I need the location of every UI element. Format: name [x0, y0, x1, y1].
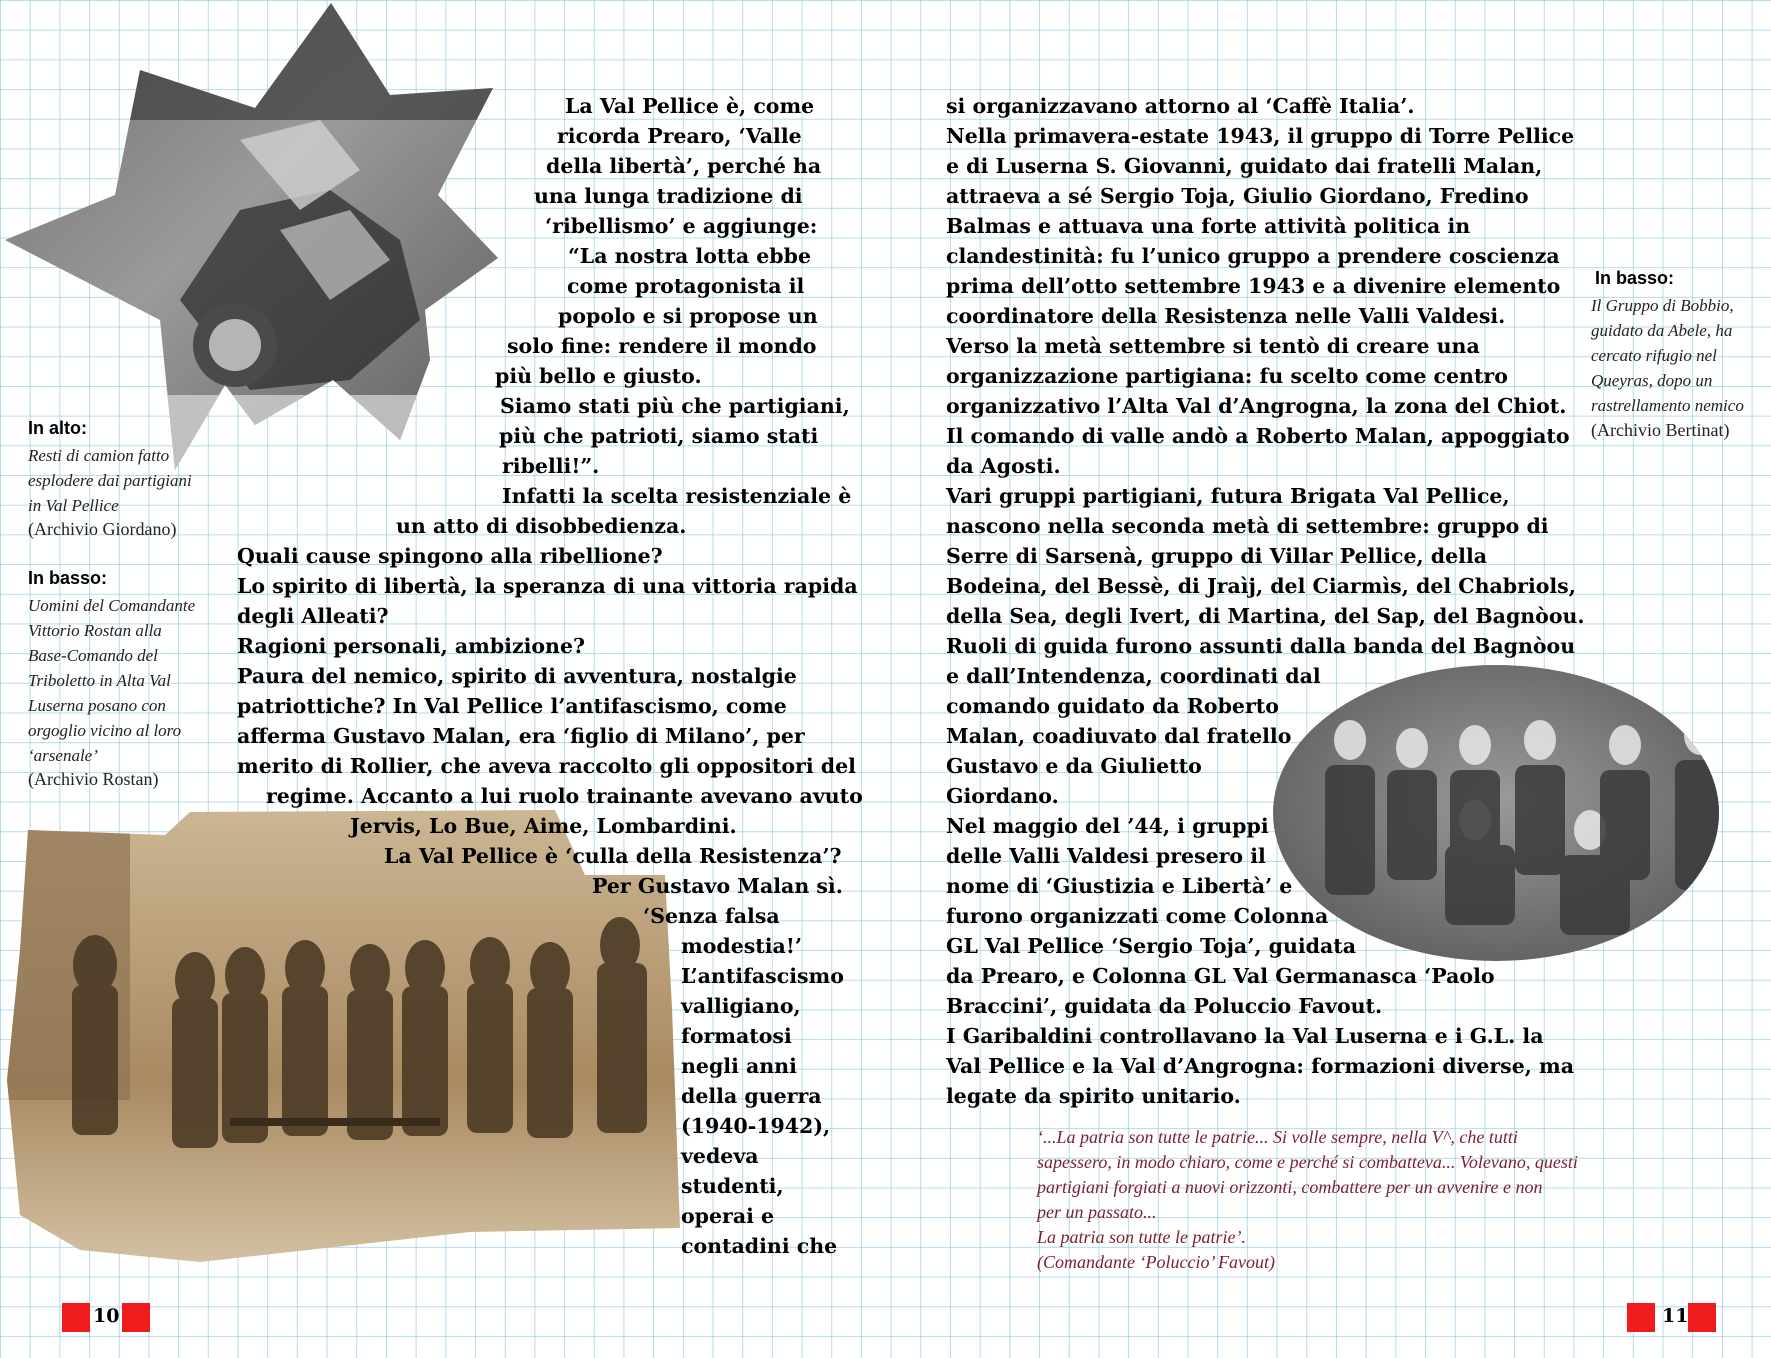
right-body-line: comando guidato da Roberto [946, 694, 1279, 718]
caption-bottom-line: Base-Comando del [28, 646, 158, 665]
right-body-line: coordinatore della Resistenza nelle Valli Valdesi. [946, 304, 1506, 328]
caption-bottom-line: Uomini del Comandante [28, 596, 196, 615]
caption-right-line: Il Gruppo di Bobbio, [1591, 296, 1734, 315]
caption-bottom-line: Triboletto in Alta Val [28, 671, 171, 690]
intro-line: “La nostra lotta ebbe [568, 244, 812, 268]
intro-line: ‘ribellismo’ e aggiunge: [545, 214, 818, 238]
intro-line: più bello e giusto. [495, 364, 702, 388]
right-body-line: legate da spirito unitario. [946, 1084, 1241, 1108]
body-line: Quali cause spingono alla ribellione? [237, 544, 663, 568]
right-body-line: si organizzavano attorno al ‘Caffè Italia’. [946, 94, 1415, 118]
body-line: Jervis, Lo Bue, Aime, Lombardini. [350, 814, 737, 838]
right-body-line: organizzazione partigiana: fu scelto come centro [946, 364, 1508, 388]
intro-line: una lunga tradizione di [534, 184, 803, 208]
right-body-line: Balmas e attuava una forte attività politica in [946, 214, 1471, 238]
caption-bottom-line: Vittorio Rostan alla [28, 621, 162, 640]
right-body-line: Verso la metà settembre si tentò di creare una [946, 334, 1480, 358]
intro-line: La Val Pellice è, come [565, 94, 815, 118]
right-body-line: e dall’Intendenza, coordinati dal [946, 664, 1321, 688]
right-body-line: e di Luserna S. Giovanni, guidato dai fratelli Malan, [946, 154, 1543, 178]
right-body-line: attraeva a sé Sergio Toja, Giulio Giordano, Fredino [946, 184, 1529, 208]
right-body-line: da Prearo, e Colonna GL Val Germanasca ‘Paolo [946, 964, 1495, 988]
right-body-line: I Garibaldini controllavano la Val Luserna e i G.L. la [946, 1024, 1544, 1048]
body-line: contadini che [681, 1234, 838, 1258]
right-body-line: nascono nella seconda metà di settembre: gruppo di [946, 514, 1549, 538]
body-line: La Val Pellice è ‘culla della Resistenza’? [384, 844, 842, 868]
intro-line: un atto di disobbedienza. [396, 514, 687, 538]
right-body-line: Braccini’, guidata da Poluccio Favout. [946, 994, 1383, 1018]
body-line: Ragioni personali, ambizione? [237, 634, 585, 658]
right-body-line: GL Val Pellice ‘Sergio Toja’, guidata [946, 934, 1357, 958]
intro-line: della libertà’, perché ha [546, 154, 822, 178]
intro-line: ribelli!”. [502, 454, 600, 478]
caption-right-line: rastrellamento nemico [1591, 396, 1744, 415]
body-line: L’antifascismo [681, 964, 844, 988]
body-line: patriottiche? In Val Pellice l’antifascismo, come [237, 694, 787, 718]
right-body-line: Nella primavera-estate 1943, il gruppo di Torre Pellice [946, 124, 1575, 148]
right-body-line: Giordano. [946, 784, 1059, 808]
caption-bottom-credit: (Archivio Rostan) [28, 769, 159, 789]
right-body-line: Gustavo e da Giulietto [946, 754, 1202, 778]
body-line: negli anni [681, 1054, 797, 1078]
right-body-line: Nel maggio del ’44, i gruppi [946, 814, 1269, 838]
right-body-line: clandestinità: fu l’unico gruppo a prendere coscienza [946, 244, 1560, 268]
body-line: regime. Accanto a lui ruolo trainante avevano avuto [266, 784, 863, 808]
quote-attribution: (Comandante ‘Poluccio’ Favout) [1037, 1252, 1275, 1272]
page-marker-right-a [1627, 1303, 1655, 1332]
quote-line: partigiani forgiati a nuovi orizzonti, combattere per un avvenire e non [1037, 1177, 1543, 1197]
body-line: ‘Senza falsa [643, 904, 780, 928]
right-body-line: furono organizzati come Colonna [946, 904, 1329, 928]
body-line: afferma Gustavo Malan, era ‘figlio di Milano’, per [237, 724, 805, 748]
intro-line: Siamo stati più che partigiani, [500, 394, 850, 418]
caption-top-line: in Val Pellice [28, 496, 119, 515]
right-body-line: prima dell’otto settembre 1943 e a divenire elemento [946, 274, 1561, 298]
right-body-line: Serre di Sarsenà, gruppo di Villar Pellice, della [946, 544, 1488, 568]
body-line: Per Gustavo Malan sì. [592, 874, 843, 898]
caption-right-line: cercato rifugio nel [1591, 346, 1717, 365]
caption-bottom-line: orgoglio vicino al loro [28, 721, 182, 740]
right-body-line: Vari gruppi partigiani, futura Brigata Val Pellice, [946, 484, 1510, 508]
intro-line: come protagonista il [567, 274, 805, 298]
caption-bottom-title: In basso: [28, 568, 108, 588]
body-line: operai e [681, 1204, 775, 1228]
right-body-line: Malan, coadiuvato dal fratello [946, 724, 1292, 748]
intro-line: Infatti la scelta resistenziale è [502, 484, 852, 508]
right-body-line: nome di ‘Giustizia e Libertà’ e [946, 874, 1293, 898]
caption-top-credit: (Archivio Giordano) [28, 519, 177, 539]
right-body-line: Il comando di valle andò a Roberto Malan, appoggiato [946, 424, 1570, 448]
caption-bottom-line: ‘arsenale’ [28, 746, 98, 765]
caption-right-title: In basso: [1595, 268, 1675, 288]
quote-line: ‘...La patria son tutte le patrie... Si volle sempre, nella V^, che tutti [1037, 1127, 1518, 1147]
intro-line: più che patrioti, siamo stati [499, 424, 819, 448]
caption-top-title: In alto: [28, 418, 87, 438]
right-body-line: della Sea, degli Ivert, di Martina, del Sap, del Bagnòou. [946, 604, 1585, 628]
intro-line: ricorda Prearo, ‘Valle [557, 124, 802, 148]
body-line: della guerra [681, 1084, 822, 1108]
page-number-right: 11 [1662, 1305, 1689, 1327]
intro-line: popolo e si propose un [558, 304, 818, 328]
caption-bottom-line: Luserna posano con [28, 696, 166, 715]
right-body-line: organizzativo l’Alta Val d’Angrogna, la zona del Chiot. [946, 394, 1567, 418]
right-body-line: Bodeina, del Bessè, di Jraìj, del Ciarmìs, del Chabriols, [946, 574, 1576, 598]
body-line: merito di Rollier, che aveva raccolto gli oppositori del [237, 754, 856, 778]
right-body-line: Ruoli di guida furono assunti dalla banda del Bagnòou [946, 634, 1576, 658]
body-line: Paura del nemico, spirito di avventura, nostalgie [237, 664, 797, 688]
right-body-line: delle Valli Valdesi presero il [946, 844, 1266, 868]
body-line: studenti, [681, 1174, 784, 1198]
page-marker-right-b [1688, 1303, 1716, 1332]
body-line: degli Alleati? [237, 604, 389, 628]
body-line: Lo spirito di libertà, la speranza di una vittoria rapida [237, 574, 858, 598]
quote-line: sapessero, in modo chiaro, come e perché si combatteva... Volevano, questi [1037, 1152, 1578, 1172]
page-number-left: 10 [93, 1305, 120, 1327]
right-body-line: Val Pellice e la Val d’Angrogna: formazioni diverse, ma [946, 1054, 1575, 1078]
body-line: valligiano, [681, 994, 801, 1018]
body-line: formatosi [681, 1024, 792, 1048]
body-line: vedeva [681, 1144, 759, 1168]
caption-top-line: esplodere dai partigiani [28, 471, 192, 490]
body-line: (1940-1942), [681, 1114, 831, 1138]
body-line: modestia!’ [681, 934, 802, 958]
caption-right-line: guidato da Abele, ha [1591, 321, 1733, 340]
quote-line: La patria son tutte le patrie’. [1037, 1227, 1246, 1247]
intro-line: solo fine: rendere il mondo [507, 334, 817, 358]
quote-line: per un passato... [1037, 1202, 1157, 1222]
caption-right-credit: (Archivio Bertinat) [1591, 420, 1730, 440]
right-body-line: da Agosti. [946, 454, 1061, 478]
caption-right-line: Queyras, dopo un [1591, 371, 1713, 390]
caption-top-line: Resti di camion fatto [28, 446, 170, 465]
